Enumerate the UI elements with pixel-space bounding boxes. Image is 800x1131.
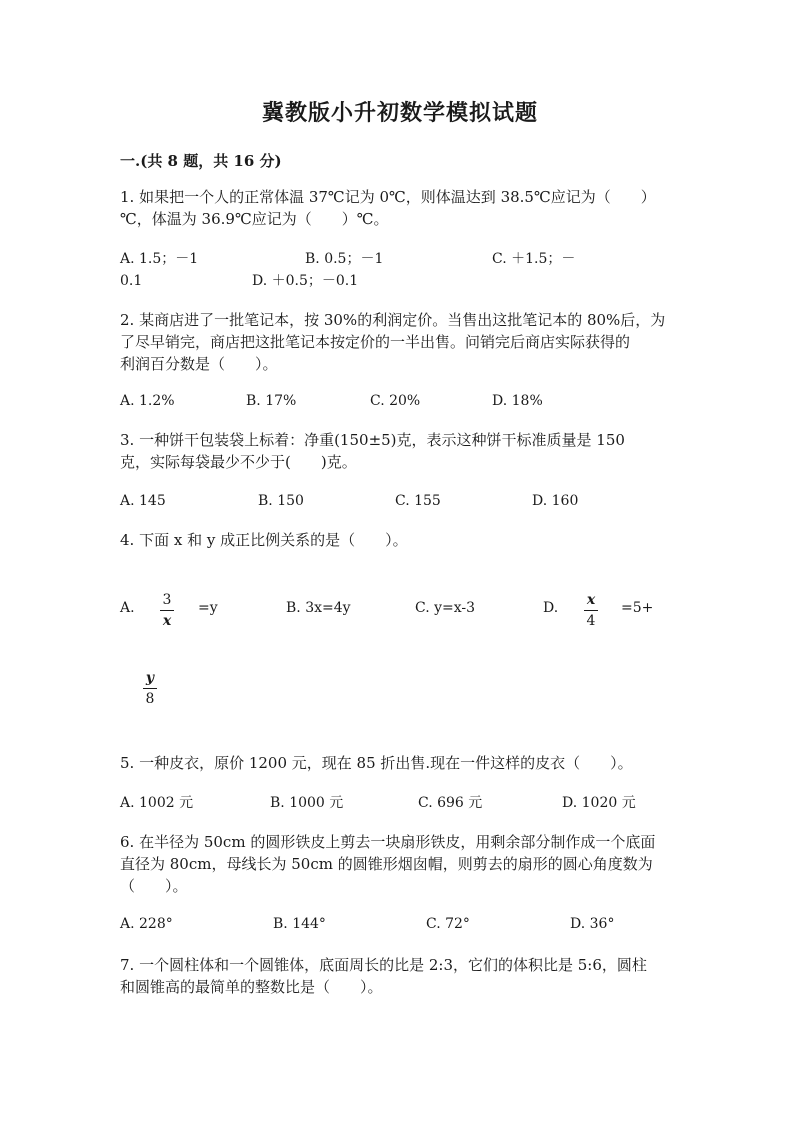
question-5-option-c: C. 696 元	[418, 795, 483, 811]
question-2-line-3: 利润百分数是（ ）。	[120, 355, 278, 373]
fraction-denominator: x	[162, 613, 172, 629]
question-2-option-b: B. 17%	[246, 393, 297, 409]
question-4-option-a-fraction	[160, 592, 174, 629]
question-6-line-3: （ ）。	[120, 877, 188, 895]
question-3-line-2: 克，实际每袋最少不少于( )克。	[120, 453, 357, 471]
question-4-line-1: 4. 下面 x 和 y 成正比例关系的是（ ）。	[120, 531, 408, 549]
question-1-option-c: C. ＋1.5；－	[492, 251, 576, 267]
question-5-option-d: D. 1020 元	[562, 795, 636, 811]
question-2-option-a: A. 1.2%	[120, 393, 175, 409]
question-2-line-2: 了尽早销完，商店把这批笔记本按定价的一半出售。问销完后商店实际获得的	[120, 333, 631, 351]
question-1-option-a-cont: 0.1	[120, 273, 143, 289]
question-3-line-1: 3. 一种饼干包装袋上标着：净重(150±5)克，表示这种饼干标准质量是 150	[120, 431, 625, 449]
question-7-line-1: 7. 一个圆柱体和一个圆锥体，底面周长的比是 2:3，它们的体积比是 5:6，圆柱	[120, 956, 647, 974]
question-4-option-d-rest: =5+	[621, 600, 654, 616]
question-5-line-1: 5. 一种皮衣，原价 1200 元，现在 85 折出售.现在一件这样的皮衣（ ）。	[120, 754, 633, 772]
question-6-option-b: B. 144°	[273, 916, 326, 932]
question-4-option-d-fraction	[584, 592, 598, 629]
question-3-option-d: D. 160	[532, 493, 579, 509]
question-2-option-d: D. 18%	[492, 393, 543, 409]
fraction-bar	[160, 610, 174, 611]
fraction-numerator: x	[586, 592, 596, 608]
fraction-bar	[584, 610, 598, 611]
question-1-line-2: ℃，体温为 36.9℃应记为（ ）℃。	[120, 210, 389, 228]
question-4-option-d-fraction-2	[143, 670, 157, 707]
question-6-option-c: C. 72°	[426, 916, 470, 932]
question-1-option-b: B. 0.5；－1	[305, 251, 384, 267]
question-3-option-a: A. 145	[120, 493, 166, 509]
question-6-line-2: 直径为 80cm，母线长为 50cm 的圆锥形烟囱帽，则剪去的扇形的圆心角度数为	[120, 855, 653, 873]
fraction-numerator: y	[145, 670, 155, 686]
section-heading: 一.(共 8 题，共 16 分)	[120, 152, 282, 170]
question-4-option-a-label: A.	[120, 600, 135, 616]
question-2-option-c: C. 20%	[370, 393, 421, 409]
question-4-option-a-rest: =y	[198, 600, 218, 616]
question-4-option-d-label: D.	[543, 600, 559, 616]
question-7-line-2: 和圆锥高的最简单的整数比是（ ）。	[120, 978, 383, 996]
question-6-option-d: D. 36°	[570, 916, 615, 932]
question-1-option-a: A. 1.5；－1	[120, 251, 199, 267]
question-4-option-c: C. y=x-3	[415, 600, 476, 616]
question-4-option-b: B. 3x=4y	[286, 600, 351, 616]
question-1-option-d: D. ＋0.5；－0.1	[252, 273, 359, 289]
question-1-line-1: 1. 如果把一个人的正常体温 37℃记为 0℃，则体温达到 38.5℃应记为（ ）	[120, 188, 656, 206]
fraction-numerator: 3	[162, 592, 172, 608]
question-5-option-b: B. 1000 元	[270, 795, 344, 811]
question-3-option-b: B. 150	[258, 493, 304, 509]
page-title: 冀教版小升初数学模拟试题	[261, 100, 538, 126]
question-6-option-a: A. 228°	[120, 916, 173, 932]
question-3-option-c: C. 155	[395, 493, 441, 509]
question-2-line-1: 2. 某商店进了一批笔记本，按 30%的利润定价。当售出这批笔记本的 80%后，为	[120, 311, 666, 329]
fraction-bar	[143, 688, 157, 689]
fraction-denominator: 8	[145, 691, 155, 707]
question-6-line-1: 6. 在半径为 50cm 的圆形铁皮上剪去一块扇形铁皮，用剩余部分制作成一个底面	[120, 833, 656, 851]
fraction-denominator: 4	[586, 613, 596, 629]
question-5-option-a: A. 1002 元	[120, 795, 194, 811]
